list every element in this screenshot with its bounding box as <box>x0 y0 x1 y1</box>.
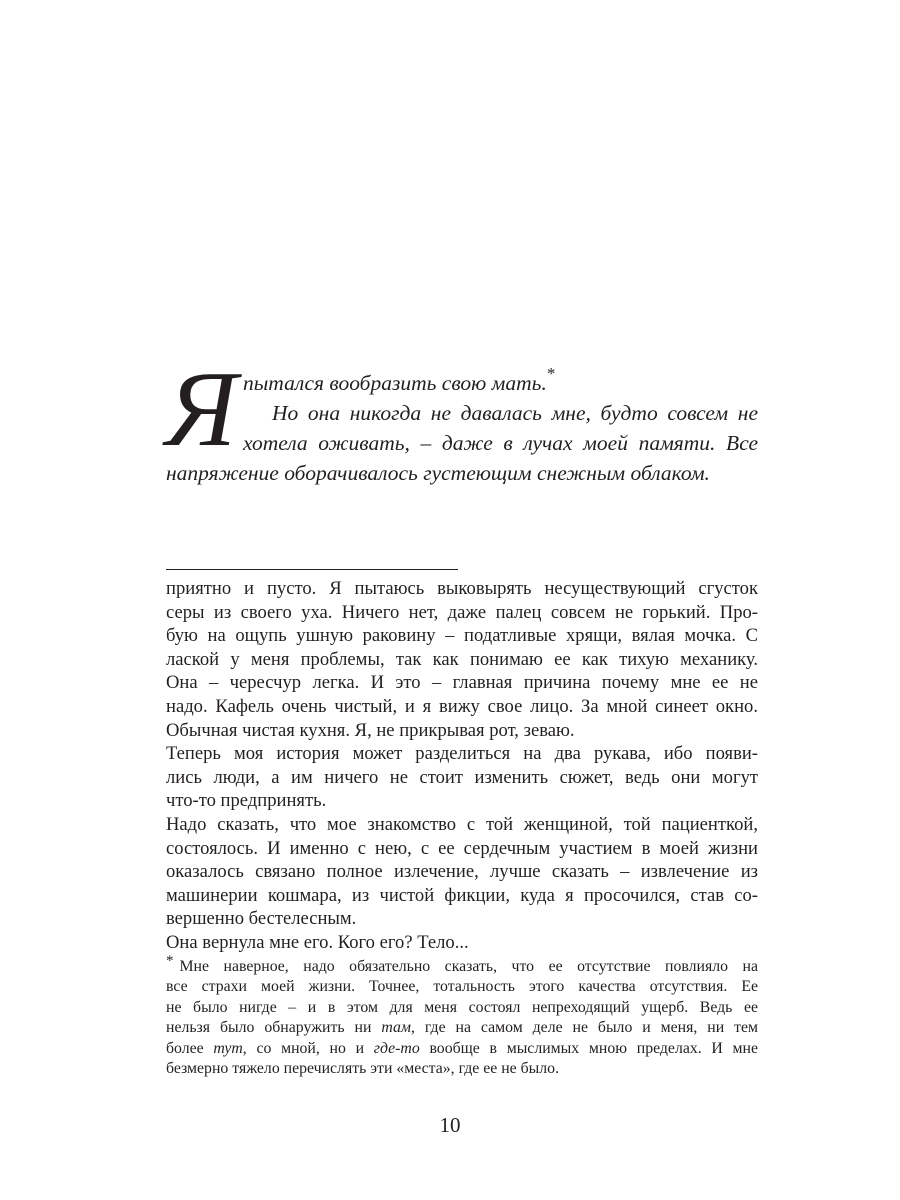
opening-line-4: напряжение оборачивалось густеющим снежным облаком. <box>166 461 710 485</box>
body-line: надо. Кафель очень чистый, и я вижу свое лицо. За мной синеет окно. <box>166 695 758 717</box>
body-line: Она вернула мне его. Кого его? Тело... <box>166 931 469 953</box>
body-line: лаской у меня проблемы, так как понимаю ее как тихую механику. <box>166 648 758 670</box>
footnote-line: безмерно тяжело перечислять эти «места», где ее не было. <box>166 1059 560 1077</box>
footnote-mark: * <box>166 953 174 969</box>
footnote-line <box>166 1039 758 1059</box>
body-line: приятно и пусто. Я пытаюсь выковырять несуществующий сгусток <box>166 578 758 599</box>
body-line: Она – чересчур легка. И это – главная причина почему мне ее не <box>166 672 758 694</box>
page-number: 10 <box>439 1113 461 1137</box>
body-line: Обычная чистая кухня. Я, не прикрывая рот, зеваю. <box>166 719 575 741</box>
drop-cap: Я <box>166 350 237 469</box>
body-line: Теперь моя история может разделиться на два рукава, ибо появи- <box>166 743 758 765</box>
opening-line-3: хотела оживать, – даже в лучах моей памяти. Все <box>243 431 758 455</box>
chapter-opening <box>166 350 758 488</box>
footnote-separator <box>166 569 458 570</box>
body-line: Надо сказать, что мое знакомство с той женщиной, той пациенткой, <box>166 813 758 835</box>
body-line: что-то предпринять. <box>166 790 327 812</box>
opening-line-1 <box>166 364 758 398</box>
footnote-line <box>166 953 758 977</box>
footnote-italic: где-то <box>373 1039 420 1057</box>
body-line: бую на ощупь ушную раковину – податливые хрящи, вялая мочка. С <box>166 625 758 647</box>
footnote-text: более <box>166 1039 214 1057</box>
footnote-text: вообще в мыслимых мною пределах. И мне <box>419 1039 758 1057</box>
footnote-text: Мне наверное, надо обязательно сказать, что ее отсутствие повлияло на <box>179 958 758 975</box>
footnote-reference: * <box>546 364 556 383</box>
footnote-text: нельзя было обнаружить ни <box>166 1019 382 1037</box>
opening-text-1: пытался вообразить свою мать. <box>243 371 547 395</box>
body-text <box>166 577 758 955</box>
body-line: оказалось связано полное излечение, лучше сказать – извлечение из <box>166 861 758 883</box>
body-line: состоялось. И именно с нею, с ее сердечным участием в моей жизни <box>166 837 758 859</box>
opening-line-2: Но она никогда не давалась мне, будто совсем не <box>272 401 758 425</box>
body-line: вершенно бестелесным. <box>166 908 357 930</box>
footnote-text: , со мной, но и <box>242 1039 374 1057</box>
body-line: серы из своего уха. Ничего нет, даже палец совсем не горький. Про- <box>166 601 758 623</box>
footnote-line <box>166 1018 758 1038</box>
footnote-text: , где на самом деле не было и меня, ни тем <box>410 1019 759 1037</box>
body-line: машинерии кошмара, из чистой фикции, куда я просочился, став со- <box>166 884 758 906</box>
footnote-line: все страхи моей жизни. Точнее, тотальность этого качества отсутствия. Ее <box>166 978 758 996</box>
footnote-italic: там <box>381 1019 411 1037</box>
footnote-italic: тут <box>213 1039 243 1057</box>
footnote-line: не было нигде – и в этом для меня состоял непреходящий ущерб. Ведь ее <box>166 998 758 1016</box>
body-line: лись люди, а им ничего не стоит изменить сюжет, ведь они могут <box>166 766 758 788</box>
footnote <box>166 953 759 1079</box>
